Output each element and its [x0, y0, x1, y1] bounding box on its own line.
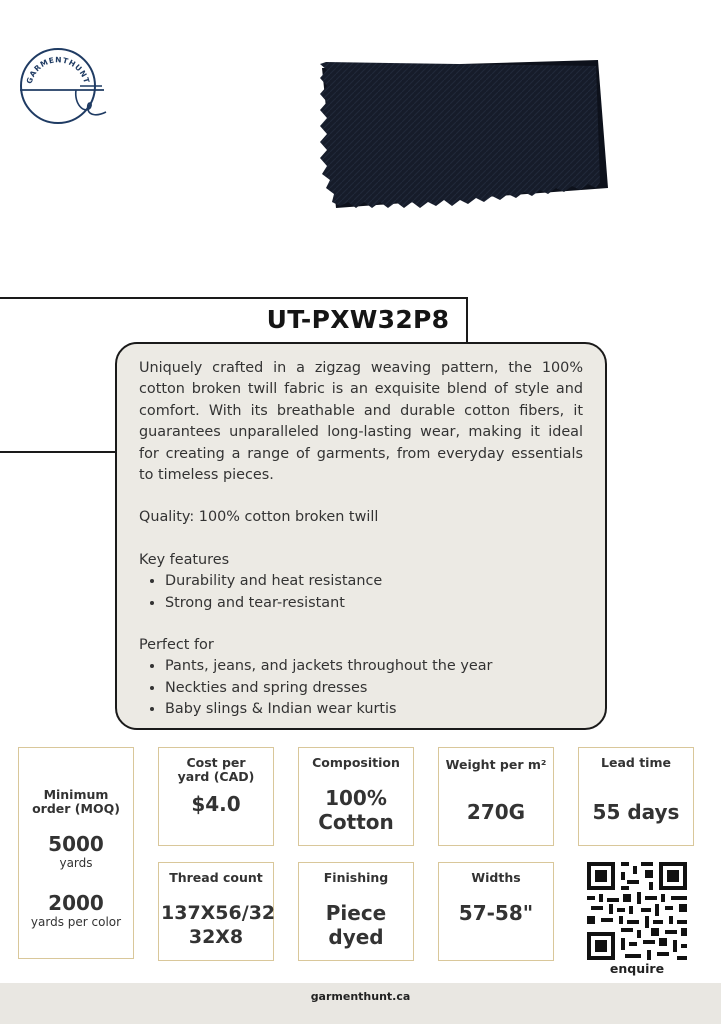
cost-value: $4.0 — [191, 792, 241, 816]
qr-code[interactable] — [587, 862, 687, 960]
widths-card — [438, 862, 554, 961]
thread-count-value: 137X56/32 32X8 — [161, 902, 276, 948]
list-item: • Baby slings & Indian wear kurtis — [165, 699, 583, 720]
lead-time-value: 55 days — [592, 800, 680, 824]
weight-card — [438, 747, 554, 846]
website-link[interactable]: garmenthunt.ca — [310, 990, 411, 1003]
finishing-card — [298, 862, 414, 961]
svg-text:GARMENTHUNT: GARMENTHUNT — [24, 55, 92, 85]
cost-label: Cost per yard (CAD) — [177, 755, 255, 784]
thread-count-label: Thread count — [169, 870, 263, 885]
list-item: • Durability and heat resistance — [165, 571, 583, 592]
moq-card — [18, 747, 134, 959]
composition-label: Composition — [312, 755, 400, 770]
list-item: • Strong and tear-resistant — [165, 593, 583, 614]
composition-card — [298, 747, 414, 846]
thread-count-card — [158, 862, 274, 961]
fabric-swatch-image — [318, 56, 610, 218]
enquire-label[interactable]: enquire — [609, 961, 665, 976]
key-features-list — [139, 571, 583, 614]
moq-label: Minimum order (MOQ) — [32, 787, 120, 816]
moq-value: 5000 — [48, 832, 104, 856]
cost-card — [158, 747, 274, 846]
list-item: • Neckties and spring dresses — [165, 678, 583, 699]
garmenthunt-logo — [18, 44, 110, 128]
widths-label: Widths — [471, 870, 521, 885]
weight-label: Weight per m² — [445, 757, 547, 772]
product-description: Uniquely crafted in a zigzag weaving pattern, the 100% cotton broken twill fabric is an exquisite blend of style and comfort. With its breathable and durable cotton fibers, it guarantees unparalleled long-lasting wear, making it ideal for creating a range of garments, from everyday essentials to timeless pieces. — [139, 360, 583, 484]
weight-value: 270G — [466, 800, 526, 824]
lead-time-label: Lead time — [601, 755, 671, 770]
description-box — [115, 342, 607, 730]
widths-value: 57-58" — [458, 901, 534, 925]
moq-per-color-unit: yards per color — [30, 915, 122, 929]
product-code: UT-PXW32P8 — [266, 305, 450, 334]
quality-line: Quality: 100% cotton broken twill — [139, 509, 379, 526]
perfect-for-title: Perfect for — [139, 637, 214, 654]
moq-per-color-value: 2000 — [48, 891, 104, 915]
moq-unit: yards — [59, 856, 93, 870]
footer — [0, 983, 721, 1024]
perfect-for-list — [139, 656, 583, 720]
finishing-value: Piece dyed — [325, 901, 387, 949]
lead-time-card — [578, 747, 694, 846]
key-features-title: Key features — [139, 551, 230, 568]
composition-value: 100% Cotton — [318, 786, 394, 834]
list-item: • Pants, jeans, and jackets throughout the year — [165, 656, 583, 677]
finishing-label: Finishing — [323, 870, 389, 885]
